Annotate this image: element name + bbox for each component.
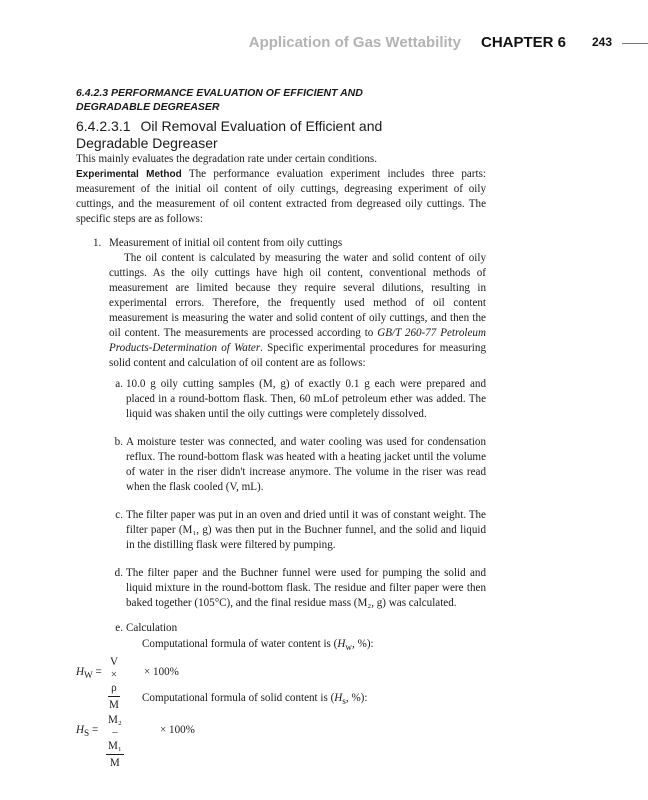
subsection-number: 6.4.2.3.1 [76, 118, 131, 134]
step-e-letter: e. [115, 622, 123, 634]
step-e-text: Calculation [126, 622, 178, 634]
method-paragraph [76, 167, 486, 227]
water-fraction [108, 656, 120, 712]
page-header [0, 34, 648, 54]
solid-equation-tail: × 100% [160, 724, 195, 736]
water-denominator: M [108, 699, 119, 711]
item-1-title: Measurement of initial oil content from oily cuttings [109, 237, 343, 249]
solid-equation-lhs: $H_S$ = [76, 724, 99, 740]
water-formula-label: Computational formula of water content is ($H_w$, %): [142, 638, 374, 654]
page-number: 243 [592, 35, 613, 49]
water-equation-lhs: $H_W$ = [76, 666, 102, 682]
section-heading: 6.4.2.3 PERFORMANCE EVALUATION OF EFFICIENT AND DEGRADABLE DEGREASER [76, 87, 363, 113]
running-title: Application of Gas Wettability [248, 34, 461, 51]
item-1-body-b: . Specific experimental procedures for measuring solid content and calculation of oil content are as follows: [109, 342, 486, 369]
item-1-body [109, 251, 486, 371]
step-c-text: The filter paper was put in an oven and dried until it was of constant weight. The filter paper (M₁, g) was then put in the Buchner funnel, and the solid and liquid in the distilling flask were filtered by pumping. [126, 509, 486, 551]
item-1-body-a: The oil content is calculated by measuring the water and solid content of oily cuttings. As the oily cuttings have high oil content, conventional methods of measurement are limited because they require several dilutions, resulting in experimental errors. Therefore, the frequently used method of oil content measurement is measuring the water and solid content of oily cuttings, and then the oil content. The measurements are processed according to [109, 252, 486, 339]
chapter-label: CHAPTER 6 [480, 34, 566, 51]
step-b-text: A moisture tester was connected, and water cooling was used for condensation reflux. The round-bottom flask was heated with a heating jacket until the volume of water in the riser didn't increase anymore. The volume in the riser was read when the flask cooled (V, mL). [126, 436, 486, 493]
item-1-number: 1. [93, 237, 102, 249]
step-d-letter: d. [114, 567, 123, 579]
standard-reference: GB/T 260-77 Petroleum Products-Determination of Water [109, 327, 486, 354]
step-b-letter: b. [114, 436, 123, 448]
subsection-title: Oil Removal Evaluation of Efficient and Degradable Degreaser [76, 118, 383, 151]
step-d-text: The filter paper and the Buchner funnel were used for pumping the solid and liquid mixture in the round-bottom flask. The residue and filter paper were then baked together (105°C), and the final residue mass (M₂, g) was calculated. [126, 567, 486, 609]
solid-formula-label: Computational formula of solid content is ($H_s$, %): [142, 692, 368, 708]
method-text: The performance evaluation experiment includes three parts: measurement of the initial oil content of oily cuttings, degreasing experiment of oily cuttings, and the measurement of oil content extracted from degreased oily cuttings. The specific steps are as follows: [76, 168, 486, 225]
solid-numerator: M₂ − M₁ [106, 714, 124, 755]
solid-fraction [106, 714, 124, 770]
subsection-heading [76, 118, 416, 152]
water-numerator: V × ρ [108, 656, 120, 697]
step-c-letter: c. [115, 509, 123, 521]
step-a-text: 10.0 g oily cutting samples (M, g) of exactly 0.1 g each were prepared and placed in a round-bottom flask. Then, 60 mLof petroleum ether was added. The liquid was shaken until the oily cuttings were completely dissolved. [126, 378, 486, 420]
intro-paragraph: This mainly evaluates the degradation rate under certain conditions. [76, 153, 377, 165]
step-a-letter: a. [115, 378, 123, 390]
method-lead: Experimental Method [76, 169, 182, 180]
water-equation-tail: × 100% [144, 666, 179, 678]
solid-denominator: M [109, 757, 120, 769]
header-rule [622, 43, 648, 44]
